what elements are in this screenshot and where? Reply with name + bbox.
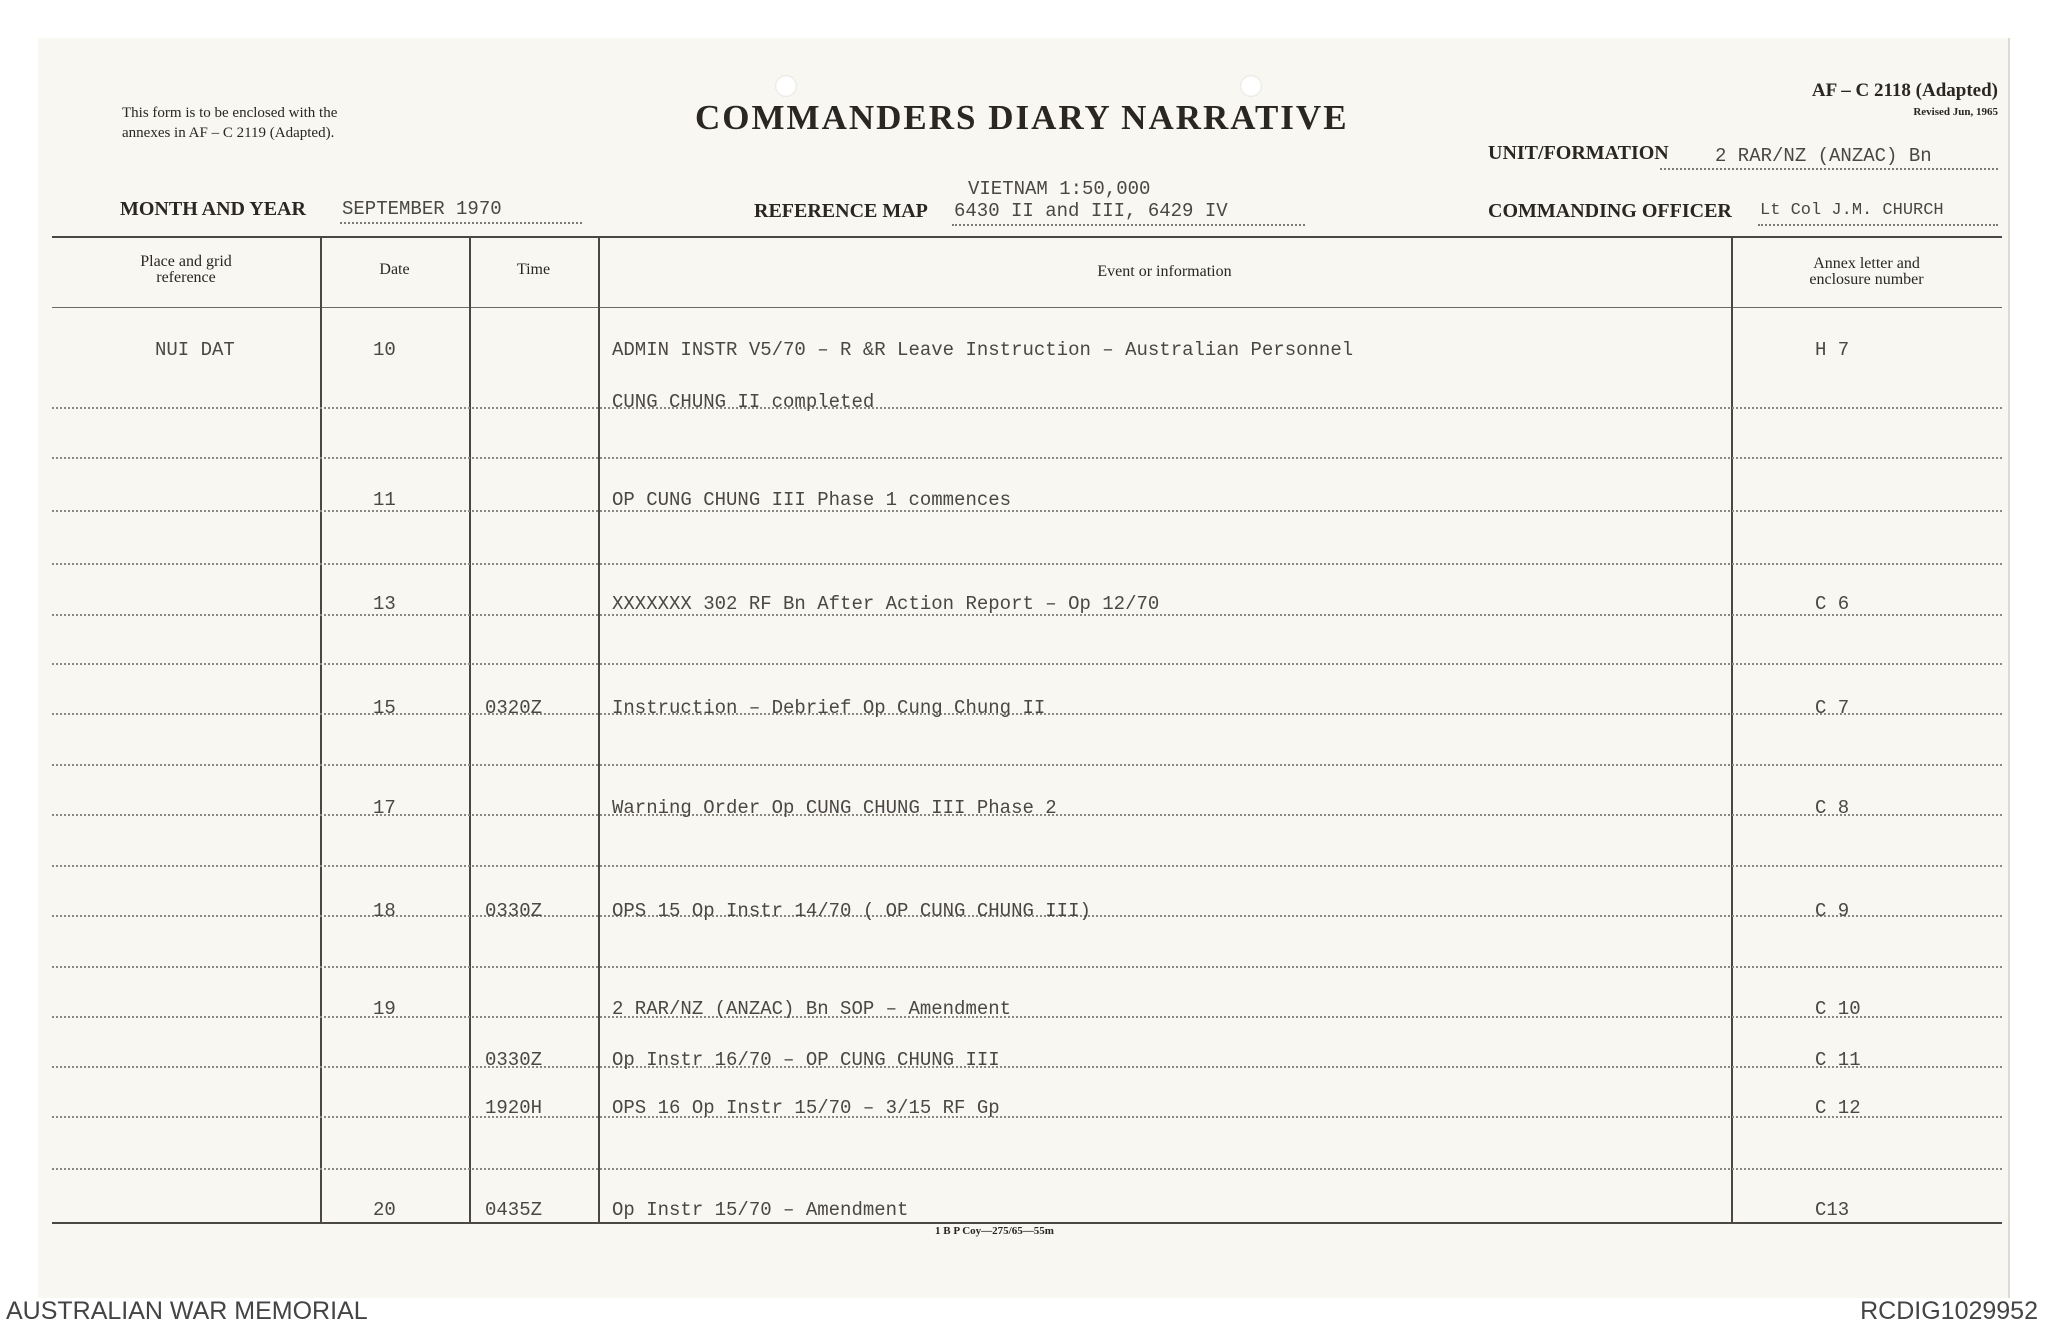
ruling-line bbox=[52, 865, 2002, 867]
unit-value: 2 RAR/NZ (ANZAC) Bn bbox=[1715, 145, 1932, 167]
unit-label: UNIT/FORMATION bbox=[1488, 142, 1669, 164]
row-annex: C 12 bbox=[1815, 1097, 1861, 1119]
column-divider bbox=[598, 236, 600, 1223]
commanding-officer-label: COMMANDING OFFICER bbox=[1488, 200, 1732, 222]
enclosure-note-line1: This form is to be enclosed with the bbox=[122, 105, 338, 121]
row-event: Op Instr 15/70 – Amendment bbox=[612, 1199, 909, 1221]
row-annex: C 11 bbox=[1815, 1049, 1861, 1071]
row-event: OPS 16 Op Instr 15/70 – 3/15 RF Gp bbox=[612, 1097, 1000, 1119]
row-time: 0330Z bbox=[485, 1049, 543, 1071]
column-header-place-line1: Place and grid bbox=[140, 253, 232, 270]
row-date: 11 bbox=[373, 489, 396, 511]
table-header-rule bbox=[52, 307, 2002, 308]
column-header-annex-line1: Annex letter and bbox=[1813, 255, 1920, 272]
row-date: 18 bbox=[373, 900, 396, 922]
row-event: 2 RAR/NZ (ANZAC) Bn SOP – Amendment bbox=[612, 998, 1012, 1020]
punch-hole bbox=[1240, 75, 1262, 97]
row-annex: C 7 bbox=[1815, 697, 1850, 719]
archive-name: AUSTRALIAN WAR MEMORIAL bbox=[6, 1297, 368, 1325]
enclosure-note-line2: annexes in AF – C 2119 (Adapted). bbox=[122, 125, 335, 141]
row-event: Warning Order Op CUNG CHUNG III Phase 2 bbox=[612, 797, 1057, 819]
row-date: 20 bbox=[373, 1199, 396, 1221]
column-divider bbox=[320, 236, 322, 1223]
ruling-line bbox=[52, 1016, 2002, 1018]
map-line1: VIETNAM 1:50,000 bbox=[968, 178, 1151, 200]
row-annex: H 7 bbox=[1815, 339, 1850, 361]
map-value: 6430 II and III, 6429 IV bbox=[954, 200, 1228, 222]
row-event: CUNG CHUNG II completed bbox=[612, 391, 875, 413]
commanding-officer-line bbox=[1758, 198, 1998, 226]
row-event: XXXXXXX 302 RF Bn After Action Report – Op 12/70 bbox=[612, 593, 1160, 615]
column-header-annex-line2: enclosure number bbox=[1809, 271, 1924, 288]
row-date: 19 bbox=[373, 998, 396, 1020]
map-label: REFERENCE MAP bbox=[754, 200, 928, 222]
month-label: MONTH AND YEAR bbox=[120, 198, 306, 220]
row-event: Op Instr 16/70 – OP CUNG CHUNG III bbox=[612, 1049, 1000, 1071]
ruling-line bbox=[52, 764, 2002, 766]
table-bottom-rule bbox=[52, 1222, 2002, 1224]
row-event: Instruction – Debrief Op Cung Chung II bbox=[612, 697, 1046, 719]
punch-hole bbox=[775, 75, 797, 97]
archive-reference: RCDIG1029952 bbox=[1860, 1297, 2038, 1325]
column-header-place-line2: reference bbox=[156, 269, 216, 286]
row-time: 0435Z bbox=[485, 1199, 543, 1221]
row-date: 10 bbox=[373, 339, 396, 361]
column-header-place bbox=[52, 254, 320, 286]
row-place: NUI DAT bbox=[155, 339, 235, 361]
row-annex: C13 bbox=[1815, 1199, 1850, 1221]
column-divider bbox=[469, 236, 471, 1223]
map-value-line bbox=[952, 198, 1305, 226]
ruling-line bbox=[52, 966, 2002, 968]
ruling-line bbox=[52, 1168, 2002, 1170]
ruling-line bbox=[52, 1066, 2002, 1068]
form-title: COMMANDERS DIARY NARRATIVE bbox=[695, 98, 1349, 137]
row-annex: C 8 bbox=[1815, 797, 1850, 819]
ruling-line bbox=[52, 407, 2002, 409]
column-header-date: Date bbox=[379, 261, 410, 278]
ruling-line bbox=[52, 563, 2002, 565]
unit-value-line bbox=[1660, 142, 1998, 170]
month-value-line bbox=[340, 196, 582, 224]
row-date: 15 bbox=[373, 697, 396, 719]
diary-page bbox=[38, 38, 2010, 1298]
ruling-line bbox=[52, 1116, 2002, 1118]
table-top-rule bbox=[52, 236, 2002, 238]
column-header-time: Time bbox=[516, 261, 551, 278]
row-annex: C 9 bbox=[1815, 900, 1850, 922]
column-header-event: Event or information bbox=[1097, 263, 1232, 280]
commanding-officer-value: Lt Col J.M. CHURCH bbox=[1760, 201, 1944, 220]
ruling-line bbox=[52, 510, 2002, 512]
printer-imprint: 1 B P Coy—275/65—55m bbox=[935, 1225, 1054, 1237]
row-time: 1920H bbox=[485, 1097, 543, 1119]
row-date: 13 bbox=[373, 593, 396, 615]
row-annex: C 6 bbox=[1815, 593, 1850, 615]
revised-date: Revised Jun, 1965 bbox=[1913, 106, 1998, 118]
row-time: 0320Z bbox=[485, 697, 543, 719]
column-divider bbox=[1731, 236, 1733, 1223]
row-event: OPS 15 Op Instr 14/70 ( OP CUNG CHUNG III) bbox=[612, 900, 1091, 922]
ruling-line bbox=[52, 663, 2002, 665]
row-event: OP CUNG CHUNG III Phase 1 commences bbox=[612, 489, 1012, 511]
row-event: ADMIN INSTR V5/70 – R &R Leave Instruction – Australian Personnel bbox=[612, 339, 1354, 361]
row-annex: C 10 bbox=[1815, 998, 1861, 1020]
form-id: AF – C 2118 (Adapted) bbox=[1811, 80, 1998, 101]
column-header-annex bbox=[1731, 256, 2002, 288]
row-time: 0330Z bbox=[485, 900, 543, 922]
month-value: SEPTEMBER 1970 bbox=[342, 198, 502, 220]
row-date: 17 bbox=[373, 797, 396, 819]
ruling-line bbox=[52, 457, 2002, 459]
